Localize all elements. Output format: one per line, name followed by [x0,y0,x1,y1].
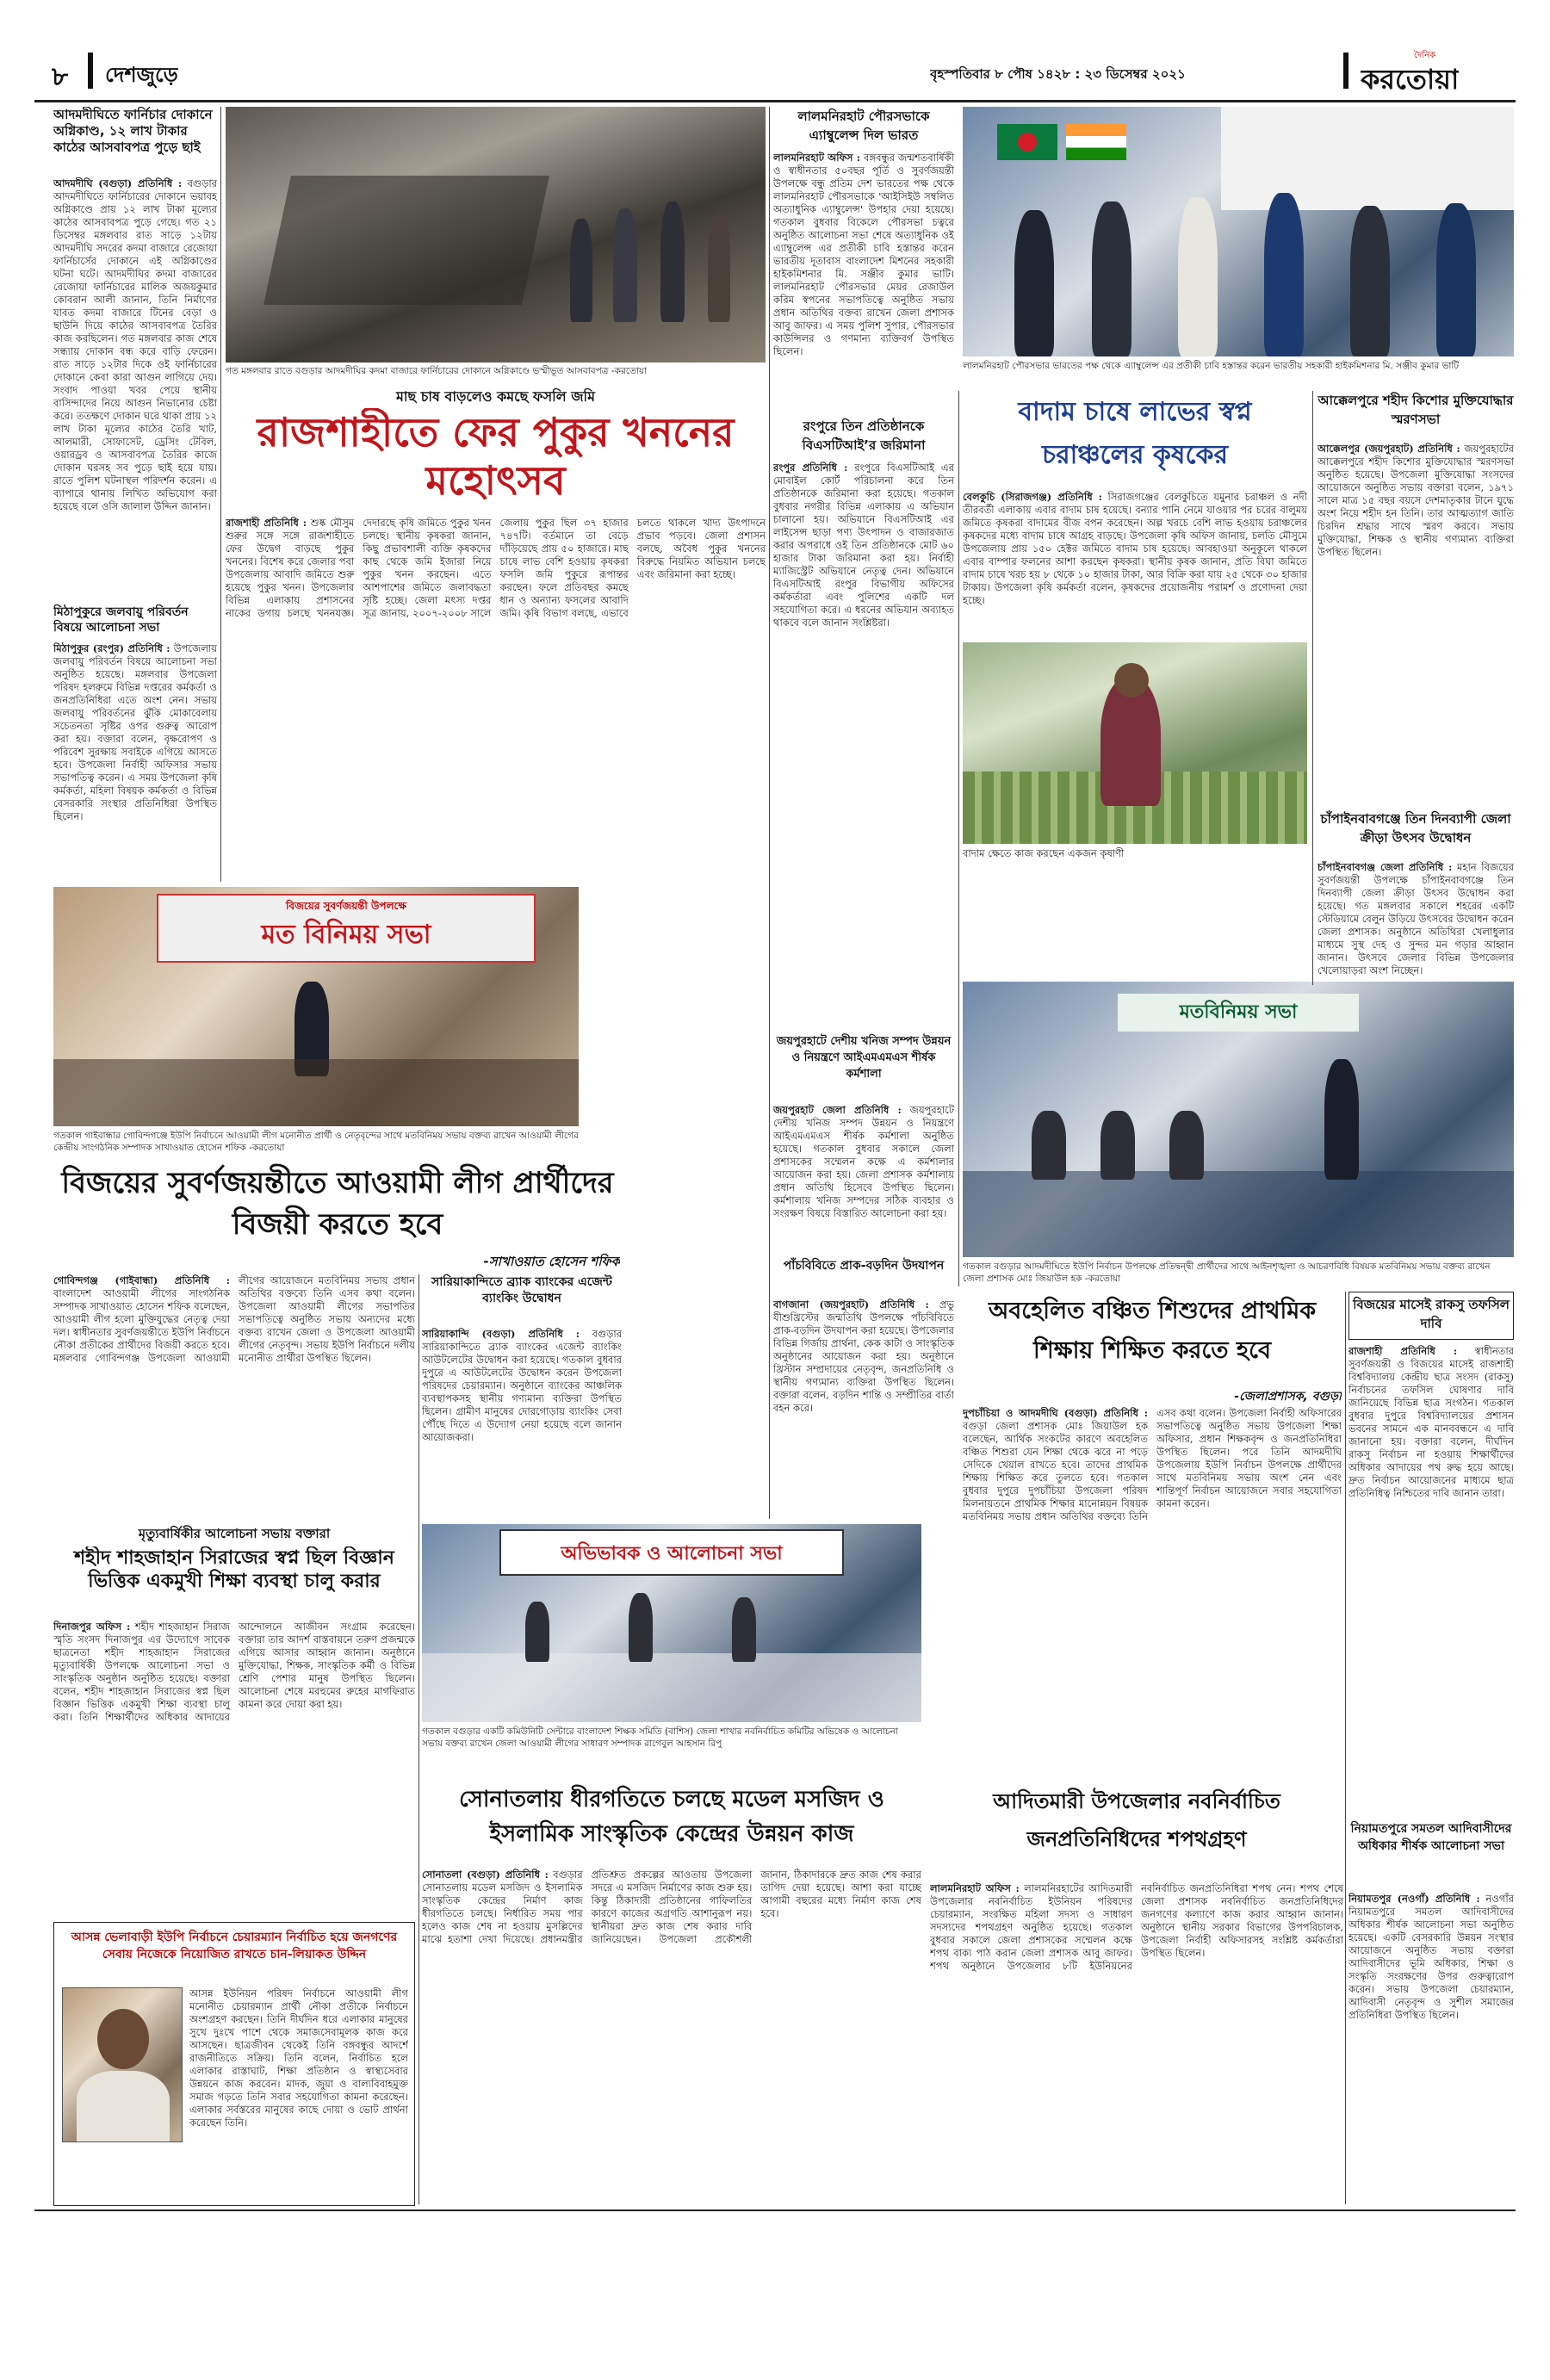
niamatpur-body: নিয়ামতপুর (নওগাঁ) প্রতিনিধি : নওগাঁর নিয়ামতপুরে সমতল আদিবাসীদের অধিকার শীর্ষক আলোচনা সভা অনুষ্ঠিত হয়েছে। একটি বেসরকারি উন্নয়ন সংস্থার আয়োজনে অনুষ্ঠিত সভায় বক্তারা আদিবাসীদের ভূমি অধিকার, শিক্ষা ও সংস্কৃতি সংরক্ষণের উপর গুরুত্বারোপ করেন। সভায় উপজেলা চেয়ারম্যান, আদিবাসী নেতৃবৃন্দ ও সুশীল সমাজের প্রতিনিধিরা উপস্থিত ছিলেন। [1348,1893,1514,2021]
lalmonirhat-headline: লালমনিরহাট পৌরসভাকে এ্যাম্বুলেন্স দিল ভারত [797,108,930,143]
sonatala-headline: সোনাতলায় ধীরগতিতে চলছে মডেল মসজিদ ও ইসলামিক সাংস্কৃতিক কেন্দ্রের উন্নয়ন কাজ [459,1787,884,1847]
raksu-headline: বিজয়ের মাসেই রাকসু তফসিল দাবি [1353,1297,1510,1331]
mithapukur-headline: মিঠাপুকুরে জলবায়ু পরিবর্তন বিষয়ে আলোচনা সভা [53,605,189,635]
raksu-body: রাজশাহী প্রতিনিধি : স্বাধীনতার সুবর্ণজয়ন্তী ও বিজয়ের মাসেই রাজশাহী বিশ্ববিদ্যালয় কেন্দ্রীয় ছাত্র সংসদ (রাকসু) নির্বাচনের তফসিল ঘোষণার দাবি জানিয়েছে বিভিন্ন ছাত্র সংগঠন। গতকাল বুধবার দুপুরে বিশ্ববিদ্যালয়ের প্রশাসন ভবনের সামনে এক মানববন্ধনে এ দাবি জানানো হয়। বক্তারা বলেন, দীর্ঘদিন রাকসু নির্বাচন না হওয়ায় শিক্ষার্থীদের অধিকার আদায়ের পথ রুদ্ধ হয়ে আছে। দ্রুত নির্বাচন আয়োজনের মাধ্যমে ছাত্র প্রতিনিধিত্ব নিশ্চিতের দাবি জানান তারা। [1348,1345,1514,1499]
victory-byline: -সাখাওয়াত হোসেন শফিক [483,1254,620,1269]
niamatpur-headline: নিয়ামতপুরে সমতল আদিবাসীদের অধিকার শীর্ষক আলোচনা সভা [1350,1822,1512,1853]
martyr-body: দিনাজপুর অফিস : শহীদ শাহজাহান সিরাজ স্মৃতি সংসদ দিনাজপুর এর উদ্যোগে সাবেক ছাত্রনেতা শহীদ শাহজাহান সিরাজের মৃত্যুবার্ষিকী উপলক্ষে আলোচনা সভা ও সাংস্কৃতিক অনুষ্ঠান অনুষ্ঠিত হয়েছে। বক্তারা বলেন, শহীদ শাহজাহান সিরাজের স্বপ্ন ছিল বিজ্ঞান ভিত্তিক একমুখী শিক্ষা ব্যবস্থা চালু করা। তিনি শিক্ষার্থীদের অধিকার আদায়ের আন্দোলনে আজীবন সংগ্রাম করেছেন। বক্তারা তার আদর্শ বাস্তবায়নে তরুণ প্রজন্মকে এগিয়ে আসার আহ্বান জানান। অনুষ্ঠানে মুক্তিযোদ্ধা, শিক্ষক, সাংস্কৃতিক কর্মী ও বিভিন্ন শ্রেণি পেশার মানুষ উপস্থিত ছিলেন। আলোচনা শেষে মরহুমের রুহের মাগফিরাত কামনা করে দোয়া করা হয়। [53,1621,415,1723]
candidate-notice-body: আসন্ন ইউনিয়ন পরিষদ নির্বাচনে আওয়ামী লীগ মনোনীত চেয়ারম্যান প্রার্থী নৌকা প্রতীকে নির্বাচনে অংশগ্রহণ করছেন। তিনি দীর্ঘদিন ধরে এলাকার মানুষের সুখে দুঃখে পাশে থেকে সমাজসেবামূলক কাজ করে আসছেন। ছাত্রজীবন থেকেই তিনি বঙ্গবন্ধুর আদর্শে রাজনীতিতে সক্রিয়। তিনি বলেন, নির্বাচিত হলে এলাকার রাস্তাঘাট, শিক্ষা প্রতিষ্ঠান ও স্বাস্থ্যসেবার উন্নয়নে কাজ করবেন। মাদক, জুয়া ও বাল্যবিবাহমুক্ত সমাজ গড়তে তিনি সবার সহযোগিতা কামনা করেছেন। এলাকার সর্বস্তরের মানুষের কাছে দোয়া ও ভোট প্রার্থনা করেছেন তিনি। [189,1987,408,2129]
children-byline: -জেলাপ্রশাসক, বগুড়া [1234,1390,1342,1404]
jaipurhat-headline: জয়পুরহাটে দেশীয় খনিজ সম্পদ উন্নয়ন ও নিয়ন্ত্রণে আইএমএমএস শীর্ষক কর্মশালা [776,1035,952,1081]
teachers-photo-caption: গতকাল বগুড়ার একটি কমিউনিটি সেন্টারে বাংলাদেশ শিক্ষক সমিতি (বাশিস) জেলা শাখার নবনির্বাচিত কমিটির অভিষেক ও আলোচনা সভায় বক্তব্য রাখেন জেলা আওয়ামী লীগের সাধারণ সম্পাদক রাগেবুল আহসান রিপু [422,1726,898,1749]
teachers-meeting-photo [422,1524,921,1722]
mithapukur-body: মিঠাপুকুর (রংপুর) প্রতিনিধি : উপজেলায় জলবায়ু পরিবর্তন বিষয়ে আলোচনা সভা অনুষ্ঠিত হয়েছে। মঙ্গলবার উপজেলা পরিষদ হলরুমে বিভিন্ন দপ্তরের কর্মকর্তা ও জনপ্রতিনিধিরা এতে অংশ নেন। সভায় জলবায়ু পরিবর্তনের ঝুঁকি মোকাবেলায় সচেতনতা সৃষ্টির ওপর গুরুত্ব আরোপ করা হয়। বক্তারা বলেন, বৃক্ষরোপণ ও পরিবেশ সুরক্ষায় সবাইকে এগিয়ে আসতে হবে। উপজেলা নির্বাহী অফিসার সভায় সভাপতিত্ব করেন। এ সময় উপজেলা কৃষি কর্মকর্তা, মহিলা বিষয়ক কর্মকর্তা ও বিভিন্ন বেসরকারি সংস্থার প্রতিনিধিরা উপস্থিত ছিলেন। [53,642,217,822]
brac-body: সারিয়াকান্দি (বগুড়া) প্রতিনিধি : বগুড়ার সারিয়াকান্দিতে ব্র্যাক ব্যাংকের এজেন্ট ব্যাংকিং আউটলেটের উদ্বোধন করা হয়েছে। গতকাল বুধবার দুপুরে এ আউটলেটের উদ্বোধন করেন উপজেলা পরিষদের চেয়ারম্যান। অনুষ্ঠানে ব্যাংকের আঞ্চলিক ব্যবস্থাপকসহ স্থানীয় গণ্যমান্য ব্যক্তিরা উপস্থিত ছিলেন। গ্রামীণ মানুষের দোরগোড়ায় ব্যাংকিং সেবা পৌঁছে দিতে এ উদ্যোগ নেয়া হয়েছে বলে জানান আয়োজকরা। [422,1328,622,1443]
oath-body: লালমনিরহাট অফিস : লালমনিরহাটের আদিতমারী উপজেলার নবনির্বাচিত ইউনিয়ন পরিষদের চেয়ারম্যান, সংরক্ষিত মহিলা সদস্য ও সাধারণ সদস্যদের শপথগ্রহণ অনুষ্ঠিত হয়েছে। গতকাল বুধবার সকালে জেলা প্রশাসকের সম্মেলন কক্ষে শপথ বাক্য পাঠ করান জেলা প্রশাসক আবু জাফর। শপথ অনুষ্ঠানে উপজেলার ৮টি ইউনিয়নের নবনির্বাচিত জনপ্রতিনিধিরা শপথ নেন। শপথ শেষে জেলা প্রশাসক নবনির্বাচিত জনপ্রতিনিধিদের জনগণের কল্যাণে কাজ করার আহ্বান জানান। অনুষ্ঠানে স্থানীয় সরকার বিভাগের উপপরিচালক, উপজেলা নির্বাহী অফিসারসহ সংশ্লিষ্ট কর্মকর্তারা উপস্থিত ছিলেন। [930,1882,1343,1972]
newspaper-logo: দৈনিক করতোয়া [1361,51,1460,94]
candidate-notice-title: আসন্ন ভেলাবাড়ী ইউপি নির্বাচনে চেয়ারম্যান নির্বাচিত হয়ে জনগণের সেবায় নিজেকে নিয়োজিত রাখতে চান-লিয়াকত উদ্দিন [71,1931,398,1962]
peanut-headline: বাদাম চাষে লাভের স্বপ্ন চরাঞ্চলের কৃষকের [1018,397,1252,470]
fish-kicker: মাছ চাষ বাড়লেও কমছে ফসলি জমি [395,388,595,405]
peanut-body: বেলকুচি (সিরাজগঞ্জ) প্রতিনিধি : সিরাজগঞ্জের বেলকুচিতে যমুনার চরাঞ্চল ও নদী তীরবর্তী এলাকায় এবার বাদাম চাষ হয়েছে। বন্যার পানি নেমে যাওয়ার পর চরের বালুময় জমিতে কৃষকরা বাদামের বীজ বপন করেছেন। অল্প খরচে বেশি লাভ হওয়ায় চরাঞ্চলের কৃষকদের মধ্যে বাদাম চাষে আগ্রহ বাড়ছে। উপজেলা কৃষি অফিস জানায়, চলতি মৌসুমে উপজেলায় প্রায় ১৫০ হেক্টর জমিতে বাদাম চাষ হয়েছে। আবহাওয়া অনুকূলে থাকলে এবার বাম্পার ফলনের আশা করছেন কৃষকরা। স্থানীয় কৃষক জানান, প্রতি বিঘা জমিতে বাদাম চাষে খরচ হয় ৮ থেকে ১০ হাজার টাকা, আর বিক্রি করা যায় ২৫ থেকে ৩০ হাজার টাকায়। উপজেলা কৃষি কর্মকর্তা বলেন, কৃষকদের প্রয়োজনীয় পরামর্শ ও প্রণোদনা দেয়া হচ্ছে। [963,491,1307,606]
victory-body: গোবিন্দগঞ্জ (গাইবান্ধা) প্রতিনিধি : বাংলাদেশ আওয়ামী লীগের সাংগঠনিক সম্পাদক সাখাওয়াত হোসেন শফিক বলেছেন, আওয়ামী লীগ হলো মুক্তিযুদ্ধের নেতৃত্ব দেয়া দল। স্বাধীনতার সুবর্ণজয়ন্তীতে ইউপি নির্বাচনে নৌকা প্রতীকের প্রার্থীদের বিজয়ী করতে হবে। মঙ্গলবার গোবিন্দগঞ্জ উপজেলা আওয়ামী লীগের আয়োজনে মতবিনিময় সভায় প্রধান অতিথির বক্তব্যে তিনি এসব কথা বলেন। উপজেলা আওয়ামী লীগের সভাপতির সভাপতিত্বে অনুষ্ঠিত সভায় অন্যদের মধ্যে বক্তব্য রাখেন জেলা ও উপজেলা আওয়ামী লীগের নেতৃবৃন্দ। সভায় ইউপি নির্বাচনে দলীয় মনোনীত প্রার্থীরা উপস্থিত ছিলেন। [53,1274,415,1364]
adamdighi-meeting-photo [963,982,1514,1257]
adamdighi-banner: মতবিনিময় সভা [1118,994,1359,1032]
peanut-body-continued: বাদাম ক্ষেতে কাজ করছেন একজন কৃষাণী [963,847,1125,859]
panchbibi-headline: পাঁচবিবিতে প্রাক-বড়দিন উদযাপন [783,1259,945,1273]
fire-photo-caption: গত মঙ্গলবার রাতে বগুড়ার আদমদীঘির কদমা বাজারে ফার্নিচারের দোকানে অগ্নিকাণ্ডে ভস্মীভূত আসবাবপত্র -করতোয়া [226,366,648,376]
children-headline: অবহেলিত বঞ্চিত শিশুদের প্রাথমিক শিক্ষায় শিক্ষিত করতে হবে [988,1298,1317,1364]
fish-headline: রাজশাহীতে ফের পুকুর খননের মহোৎসব [257,409,735,504]
fire-body: আদমদীঘি (বগুড়া) প্রতিনিধি : বগুড়ার আদমদীঘিতে ফার্নিচারের দোকানে ভয়াবহ অগ্নিকাণ্ডে প্রায় ১২ লাখ টাকা মূল্যের কাঠের আসবাবপত্র পুড়ে গেছে। গত ২১ ডিসেম্বর মঙ্গলবার রাত সাড়ে ১২টায় আদমদীঘি সদরের কদমা বাজারে রেজোয়া ফার্নিচার্সের দোকানে এই অগ্নিকাণ্ডের ঘটনা ঘটে। আদমদীঘির কদমা বাজারের রেজোয়া ফার্নিচারের মালিক অজয়কুমার কোবরান আলী জানান, তিনি নির্মাণের যাবত কদমা বাজারে টিনের বেড়া ও ছাউনি দিয়ে কাঠের আসবাবপত্র তৈরির কাজ করছিলেন। গত মঙ্গলবার কাজ শেষে সন্ধ্যায় দোকান বন্ধ করে বাড়ি ফেরেন। রাত সাড়ে ১২টার দিকে ওই ফার্নিচারের দোকানে কেবা কারা আগুন লাগিয়ে দেয়। সংবাদ পাওয়া খবর পেয়ে স্থানীয় বাসিন্দাদের নিয়ে আগুন নিভানোর চেষ্টা করে। ততক্ষণে দোকান ঘরে থাকা প্রায় ১২ লাখ টাকা মূল্যের কাঠের তৈরি খাট, আলমারী, সোফাসেট, ড্রেসিং টেবিল, ওয়ারড্রব ও আসবাবপত্র তৈরির কাজে দোকান ঘরসহ সব পুড়ে ছাই হয়ে যায়। রাতে পুলিশ ঘটনাস্থল পরিদর্শন করেন। এ ব্যাপারে থানায় লিখিত অভিযোগ করা হয়েছে বলে ওসি জালাল উদ্দিন জানান। [53,177,217,512]
martyr-kicker: মৃত্যুবার্ষিকীর আলোচনা সভায় বক্তারা [138,1526,331,1541]
meeting-photo-caption: গতকাল গাইবান্ধার গোবিন্দগঞ্জে ইউপি নির্বাচনে আওয়ামী লীগ মনোনীত প্রার্থী ও নেতৃবৃন্দের সাথে মতবিনিময় সভায় বক্তব্য রাখেন আওয়ামী লীগের কেন্দ্রীয় সাংগঠনিক সম্পাদক সাখাওয়াত হোসেন শফিক -করতোয়া [53,1131,579,1153]
meeting-photo [53,887,579,1126]
meeting-banner: বিজয়ের সুবর্ণজয়ন্তী উপলক্ষে মত বিনিময় সভা [157,894,536,963]
martyr-headline: শহীদ শাহজাহান সিরাজের স্বপ্ন ছিল বিজ্ঞান ভিত্তিক একমুখী শিক্ষা ব্যবস্থা চালু করার [74,1546,394,1592]
chapai-headline: চাঁপাইনবাবগঞ্জে তিন দিনব্যাপী জেলা ক্রীড়া উৎসব উদ্বোধন [1320,811,1511,846]
fire-headline: আদমদীঘিতে ফার্নিচার দোকানে অগ্নিকাণ্ড, ১২ লাখ টাকার কাঠের আসবাবপত্র পুড়ে ছাই [53,107,213,155]
section-title: দেশজুড়ে [105,63,178,87]
issue-date: বৃহস্পতিবার ৮ পৌষ ১৪২৮ : ২৩ ডিসেম্বর ২০২১ [930,66,1186,82]
ambulance-photo-caption: লালমনিরহাট পৌরসভার ভারতের পক্ষ থেকে এ্যাম্বুলেন্স এর প্রতীকী চাবি হস্তান্তর করেন ভারতীয় সহকারী হাইকমিশনার মি. সঞ্জীব কুমার ভাটি [963,361,1460,371]
teachers-banner: অভিভাবক ও আলোচনা সভা [499,1529,844,1576]
sonatala-body: সোনাতলা (বগুড়া) প্রতিনিধি : বগুড়ার সোনাতলায় মডেল মসজিদ ও ইসলামিক সাংস্কৃতিক কেন্দ্রের নির্মাণ কাজ ধীরগতিতে চলছে। নির্ধারিত সময় পার হলেও কাজ শেষ না হওয়ায় মুসল্লিদের মাঝে হতাশা দেখা দিয়েছে। প্রধানমন্ত্রীর প্রতিশ্রুত প্রকল্পের আওতায় উপজেলা সদরে এ মসজিদ নির্মাণের কাজ শুরু হয়। কিন্তু ঠিকাদারী প্রতিষ্ঠানের গাফিলতির কারণে কাজের অগ্রগতি আশানুরূপ নয়। স্থানীয়রা দ্রুত কাজ শেষ করার দাবি জানিয়েছেন। উপজেলা প্রকৌশলী জানান, ঠিকাদারকে দ্রুত কাজ শেষ করার তাগিদ দেয়া হয়েছে। আশা করা যাচ্ছে আগামী বছরের মধ্যে নির্মাণ কাজ শেষ হবে। [422,1869,921,1945]
lalmonirhat-body: লালমনিরহাট অফিস : বঙ্গবন্ধুর জন্মশতবার্ষিকী ও স্বাধীনতার ৫০বছর পূর্তি ও সুবর্ণজয়ন্তী উপলক্ষে বন্ধু প্রতিম দেশ ভারতের পক্ষ থেকে লালমনিরহাট পৌরসভাকে 'আইসিইউ সম্বলিত অত্যাধুনিক এ্যাম্বুলেন্স' উপহার দেয়া হয়েছে। গতকাল বুধবার বিকেলে পৌরসভা চত্বরে অনুষ্ঠিত আলোচনা সভা শেষে অত্যাধুনিক ওই এ্যাম্বুলেন্স এর প্রতীকী চাবি হস্তান্তর করেন ভারতীয় দূতাবাস বাংলাদেশ মিশনের সহকারী হাইকমিশনার মি. সঞ্জীব কুমার ভাটি। লালমনিরহাট পৌরসভার মেয়র রেজাউল করিম স্বপনের সভাপতিত্বে অনুষ্ঠিত সভায় প্রধান অতিথির বক্তব্য রাখেন জেলা প্রশাসক আবু জাফর। এ সময় পুলিশ সুপার, পৌরসভার কাউন্সিলর ও গণমান্য ব্যক্তিবর্গ উপস্থিত ছিলেন। [773,152,954,357]
adamdighi-photo-caption: গতকাল বগুড়ার আদমদীঘিতে ইউপি নির্বাচন উপলক্ষে প্রতিদ্বন্দ্বী প্রার্থীদের সাথে আইনশৃঙ্খলা ও আচরণবিধি বিষয়ক মতবিনিময় সভায় বক্তব্য রাখেন জেলা প্রশাসক মোঃ জিয়াউল হক -করতোয়া [963,1261,1491,1284]
oath-headline: আদিতমারী উপজেলার নবনির্বাচিত জনপ্রতিনিধিদের শপথগ্রহণ [993,1788,1280,1851]
children-body: দুপচাঁচিয়া ও আদমদীঘি (বগুড়া) প্রতিনিধি : বগুড়া জেলা প্রশাসক মোঃ জিয়াউল হক বলেছেন, আর্থিক সংকটের কারণে অবহেলিত বঞ্চিত শিশুরা যেন শিক্ষা থেকে ঝরে না পড়ে সেদিকে খেয়াল রাখতে হবে। তাদের প্রাথমিক শিক্ষায় শিক্ষিত করে তুলতে হবে। গতকাল বুধবার দুপুরে দুপচাঁচিয়া উপজেলা পরিষদ মিলনায়তনে প্রাথমিক শিক্ষার মানোন্নয়ন বিষয়ক মতবিনিময় সভায় প্রধান অতিথির বক্তব্যে তিনি এসব কথা বলেন। উপজেলা নির্বাহী অফিসারের সভাপতিত্বে অনুষ্ঠিত সভায় উপজেলা শিক্ষা অফিসার, প্রধান শিক্ষকবৃন্দ ও জনপ্রতিনিধিরা উপস্থিত ছিলেন। পরে তিনি আদমদীঘি উপজেলায় ইউপি নির্বাচন উপলক্ষে প্রার্থীদের সাথে মতবিনিময় সভায় অংশ নেন এবং শান্তিপূর্ণ নির্বাচন আয়োজনে সবার সহযোগিতা কামনা করেন। [963,1407,1342,1522]
rangpur-headline: রংপুরে তিন প্রতিষ্ঠানকে বিএসটিআই’র জরিমানা [802,418,926,453]
panchbibi-body: বাগজানা (জয়পুরহাট) প্রতিনিধি : প্রভু যীশুখ্রিস্টের জন্মতিথি উপলক্ষে পাঁচবিবিতে প্রাক-বড়দিন উদযাপন করা হয়েছে। উপজেলার বিভিন্ন গির্জায় প্রার্থনা, কেক কাটা ও সাংস্কৃতিক অনুষ্ঠানের আয়োজন করা হয়। অনুষ্ঠানে খ্রিস্টান সম্প্রদায়ের নেতৃবৃন্দ, জনপ্রতিনিধি ও স্থানীয় গণ্যমান্য ব্যক্তিরা উপস্থিত ছিলেন। বক্তারা বলেন, বড়দিন শান্তি ও সম্প্রীতির বার্তা বহন করে। [773,1298,954,1414]
akkelpur-body: আক্কেলপুর (জয়পুরহাট) প্রতিনিধি : জয়পুরহাটের আক্কেলপুরে শহীদ কিশোর মুক্তিযোদ্ধার স্মরণসভা অনুষ্ঠিত হয়েছে। উপজেলা মুক্তিযোদ্ধা সংসদের আয়োজনে অনুষ্ঠিত সভায় বক্তারা বলেন, ১৯৭১ সালে মাত্র ১৫ বছর বয়সে দেশমাতৃকার টানে যুদ্ধে অংশ নিয়ে শহীদ হন তিনি। তার আত্মত্যাগ জাতি চিরদিন শ্রদ্ধার সাথে স্মরণ করবে। সভায় মুক্তিযোদ্ধা, শিক্ষক ও স্থানীয় গণ্যমান্য ব্যক্তিরা উপস্থিত ছিলেন। [1318,443,1514,558]
rangpur-body: রংপুর প্রতিনিধি : রংপুরে বিএসটিআই এর মোবাইল কোর্ট পরিচালনা করে তিন প্রতিষ্ঠানকে জরিমানা করা হয়েছে। গতকাল বুধবার নগরীর বিভিন্ন এলাকায় এ অভিযান চালানো হয়। অভিযানে বিএসটিআই এর লাইসেন্স ছাড়া পণ্য উৎপাদন ও বাজারজাত করার অপরাধে ওই তিন প্রতিষ্ঠানকে মোট ৬০ হাজার টাকা জরিমানা করা হয়। নির্বাহী ম্যাজিস্ট্রেট অভিযানে নেতৃত্ব দেন। অভিযানে বিএসটিআই রংপুর বিভাগীয় অফিসের কর্মকর্তারা এবং পুলিশের একটি দল সহযোগিতা করে। এ ধরনের অভিযান অব্যাহত থাকবে বলে জানান সংশ্লিষ্টরা। [773,462,954,629]
fish-body: রাজশাহী প্রতিনিধি : শুষ্ক মৌসুম শুরুর সঙ্গে সঙ্গে রাজশাহীতে ফের উদ্বেগ বাড়ছে পুকুর খননের। বিশেষ করে জেলার পবা উপজেলায় আবাদি জমিতে শুরু হয়েছে পুকুর খনন। উপজেলার বিভিন্ন এলাকায় প্রশাসনের নাকের ডগায় চলছে খননযজ্ঞ। দেদারছে কৃষি জমিতে পুকুর খনন চলছে। স্থানীয় কৃষকরা জানান, কিছু প্রভাবশালী ব্যক্তি কৃষকদের কাছ থেকে জমি ইজারা নিয়ে পুকুর খনন করছেন। এতে আশপাশের জমিতে জলাবদ্ধতা সৃষ্টি হচ্ছে। জেলা মৎস্য দপ্তর সূত্র জানায়, ২০০৭-২০০৮ সালে জেলায় পুকুর ছিল ৩৭ হাজার ৭৪৭টি। বর্তমানে তা বেড়ে দাঁড়িয়েছে প্রায় ৫০ হাজারে। মাছ চাষে লাভ বেশি হওয়ায় কৃষকরা ফসলি জমি পুকুরে রূপান্তর করছেন। ফলে প্রতিবছর কমছে ধান ও অন্যান্য ফসলের আবাদি জমি। কৃষি বিভাগ বলছে, এভাবে চলতে থাকলে খাদ্য উৎপাদনে প্রভাব পড়বে। জেলা প্রশাসন বলছে, অবৈধ পুকুর খননের বিরুদ্ধে নিয়মিত অভিযান চলছে এবং জরিমানা করা হচ্ছে। [226,517,766,619]
candidate-portrait [62,1987,183,2142]
akkelpur-headline: আক্কেলপুরে শহীদ কিশোর মুক্তিযোদ্ধার স্মরণসভা [1318,393,1514,427]
chapai-body: চাঁপাইনবাবগঞ্জ জেলা প্রতিনিধি : মহান বিজয়ের সুবর্ণজয়ন্তী উপলক্ষে চাঁপাইনবাবগঞ্জে তিন দিনব্যাপী জেলা ক্রীড়া উৎসব উদ্বোধন করা হয়েছে। গত মঙ্গলবার সকালে শহরের একটি স্টেডিয়ামে বেলুন উড়িয়ে উৎসবের উদ্বোধন করেন জেলা প্রশাসক। অনুষ্ঠানে অতিথিরা খেলাধুলার মাধ্যমে সুস্থ দেহ ও সুন্দর মন গড়ার আহ্বান জানান। উৎসবে জেলার বিভিন্ন উপজেলার খেলোয়াড়রা অংশ নিচ্ছেন। [1318,861,1514,976]
masthead [34,47,1516,99]
fire-photo [226,107,766,363]
ambulance-photo [963,107,1514,356]
masthead-rule [34,100,1516,102]
brac-headline: সারিয়াকান্দিতে ব্র্যাক ব্যাংকের এজেন্ট ব্যাংকিং উদ্বোধন [431,1275,612,1305]
page-number: ৮ [52,62,69,92]
jaipurhat-body: জয়পুরহাট জেলা প্রতিনিধি : জয়পুরহাটে দেশীয় খনিজ সম্পদ উন্নয়ন ও নিয়ন্ত্রণে আইএমএমএস শীর্ষক কর্মশালা অনুষ্ঠিত হয়েছে। গতকাল বুধবার সকালে জেলা প্রশাসকের সম্মেলন কক্ষে এ কর্মশালার আয়োজন করা হয়। জেলা প্রশাসক কর্মশালায় প্রধান অতিথি হিসেবে উপস্থিত ছিলেন। কর্মশালায় খনিজ সম্পদের সঠিক ব্যবহার ও সংরক্ষণ বিষয়ে বিস্তারিত আলোচনা করা হয়। [773,1104,954,1219]
victory-headline: বিজয়ের সুবর্ণজয়ন্তীতে আওয়ামী লীগ প্রার্থীদের বিজয়ী করতে হবে [61,1166,614,1242]
peanut-field-photo [963,642,1307,844]
